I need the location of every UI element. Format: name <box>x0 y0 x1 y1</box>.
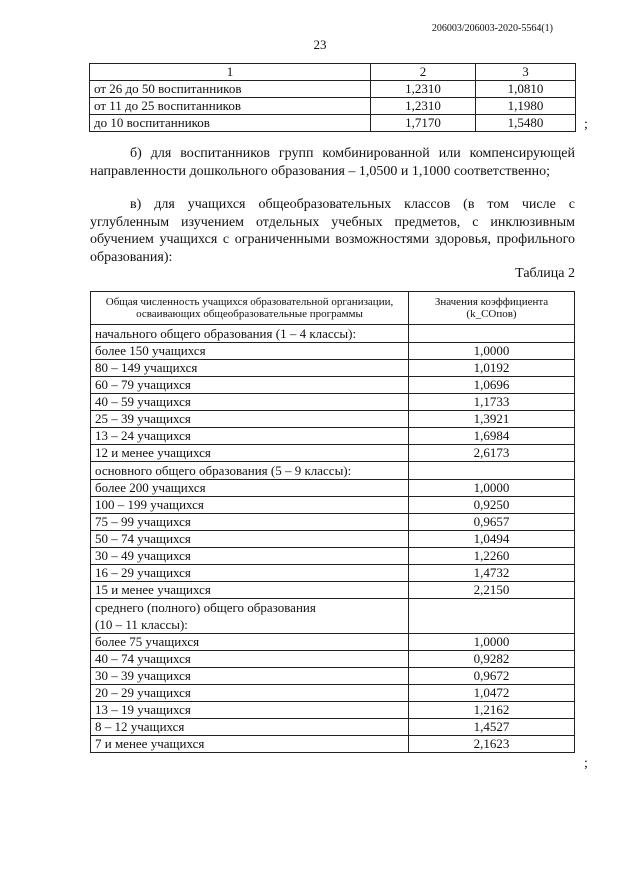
coefficient-cell: 0,9250 <box>409 497 575 514</box>
student-count-cell: 40 – 74 учащихся <box>91 651 409 668</box>
table-row <box>91 514 575 531</box>
coefficient-cell: 1,1733 <box>409 394 575 411</box>
student-count-cell: 40 – 59 учащихся <box>91 394 409 411</box>
section-title-basic: основного общего образования (5 – 9 классы): <box>91 462 409 480</box>
student-count-cell: более 75 учащихся <box>91 634 409 651</box>
section-title-primary: начального общего образования (1 – 4 классы): <box>91 325 409 343</box>
table-row <box>91 736 575 753</box>
table-header-row <box>90 64 576 81</box>
coefficient-cell: 1,0000 <box>409 343 575 360</box>
table-row <box>91 497 575 514</box>
paragraph-b: б) для воспитанников групп комбинированной или компенсирующей направленности дошкольного образования – 1,0500 и 1,1000 соответственно; <box>90 146 575 179</box>
page-number: 23 <box>313 37 327 52</box>
section-title-line: (10 – 11 классы): <box>95 617 188 632</box>
value-cell: 1,2310 <box>371 98 476 115</box>
table-row <box>91 445 575 462</box>
column-number: 2 <box>371 64 476 81</box>
coefficient-cell: 2,1623 <box>409 736 575 753</box>
student-count-cell: 13 – 24 учащихся <box>91 428 409 445</box>
table-row <box>91 651 575 668</box>
coefficient-cell: 1,2162 <box>409 702 575 719</box>
section-row <box>91 325 575 343</box>
table-row <box>91 343 575 360</box>
table-row <box>91 685 575 702</box>
value-cell: 1,5480 <box>476 115 576 132</box>
table-row <box>90 98 576 115</box>
section-row <box>91 599 575 634</box>
value-cell: 1,1980 <box>476 98 576 115</box>
table-row <box>91 565 575 582</box>
column-header-coefficient: Значения коэффициента (k_СОпов) <box>409 292 575 325</box>
coefficient-cell: 1,2260 <box>409 548 575 565</box>
section-title-line: среднего (полного) общего образования <box>95 600 316 615</box>
student-count-cell: 50 – 74 учащихся <box>91 531 409 548</box>
student-count-cell: 30 – 39 учащихся <box>91 668 409 685</box>
table1-terminal-semicolon: ; <box>584 117 588 132</box>
table-row <box>91 668 575 685</box>
table-row <box>91 634 575 651</box>
table-row <box>91 377 575 394</box>
coefficient-cell: 1,4732 <box>409 565 575 582</box>
coefficient-cell: 1,0000 <box>409 634 575 651</box>
table-row <box>91 411 575 428</box>
student-count-cell: 20 – 29 учащихся <box>91 685 409 702</box>
student-count-cell: 13 – 19 учащихся <box>91 702 409 719</box>
student-count-cell: 30 – 49 учащихся <box>91 548 409 565</box>
document-reference: 206003/206003-2020-5564(1) <box>431 23 553 34</box>
coefficient-cell: 0,9672 <box>409 668 575 685</box>
group-size-cell: от 11 до 25 воспитанников <box>90 98 371 115</box>
student-count-cell: 15 и менее учащихся <box>91 582 409 599</box>
section-row <box>91 462 575 480</box>
student-count-cell: 25 – 39 учащихся <box>91 411 409 428</box>
table-row <box>90 81 576 98</box>
column-header-student-count: Общая численность учащихся образовательной организации, осваивающих общеобразовательные программы <box>91 292 409 325</box>
student-count-cell: 7 и менее учащихся <box>91 736 409 753</box>
column-number: 1 <box>90 64 371 81</box>
coefficient-cell: 1,0494 <box>409 531 575 548</box>
student-count-cell: более 200 учащихся <box>91 480 409 497</box>
coefficient-cell: 1,0192 <box>409 360 575 377</box>
coefficient-cell: 1,0000 <box>409 480 575 497</box>
coefficient-cell: 1,3921 <box>409 411 575 428</box>
section-title-secondary <box>91 599 409 634</box>
student-count-cell: 8 – 12 учащихся <box>91 719 409 736</box>
table-row <box>91 582 575 599</box>
coefficient-cell: 1,6984 <box>409 428 575 445</box>
table-row <box>91 428 575 445</box>
coefficients-table-continuation <box>89 63 576 132</box>
table-row <box>91 702 575 719</box>
table-row <box>91 531 575 548</box>
student-count-cell: 100 – 199 учащихся <box>91 497 409 514</box>
group-size-cell: от 26 до 50 воспитанников <box>90 81 371 98</box>
table-row <box>91 480 575 497</box>
table-row <box>91 719 575 736</box>
table2-terminal-semicolon: ; <box>584 756 588 771</box>
student-count-cell: 80 – 149 учащихся <box>91 360 409 377</box>
value-cell: 1,0810 <box>476 81 576 98</box>
coefficient-cell: 2,6173 <box>409 445 575 462</box>
coefficient-cell: 0,9282 <box>409 651 575 668</box>
coefficient-cell: 1,4527 <box>409 719 575 736</box>
student-count-coefficients-table <box>90 291 575 753</box>
table-row <box>91 548 575 565</box>
student-count-cell: более 150 учащихся <box>91 343 409 360</box>
group-size-cell: до 10 воспитанников <box>90 115 371 132</box>
paragraph-v: в) для учащихся общеобразовательных классов (в том числе с углубленным изучением отдельных учебных предметов, с инклюзивным обучением учащихся с ограниченными возможностями здоровья, профильного образования): <box>90 197 575 265</box>
coefficient-cell: 1,0472 <box>409 685 575 702</box>
coefficient-cell: 2,2150 <box>409 582 575 599</box>
student-count-cell: 12 и менее учащихся <box>91 445 409 462</box>
value-cell: 1,2310 <box>371 81 476 98</box>
column-number: 3 <box>476 64 576 81</box>
table-row <box>90 115 576 132</box>
student-count-cell: 16 – 29 учащихся <box>91 565 409 582</box>
table-row <box>91 394 575 411</box>
student-count-cell: 60 – 79 учащихся <box>91 377 409 394</box>
coefficient-cell: 0,9657 <box>409 514 575 531</box>
coefficient-cell: 1,0696 <box>409 377 575 394</box>
table-header-row <box>91 292 575 325</box>
table2-label: Таблица 2 <box>515 266 575 281</box>
value-cell: 1,7170 <box>371 115 476 132</box>
table-row <box>91 360 575 377</box>
student-count-cell: 75 – 99 учащихся <box>91 514 409 531</box>
